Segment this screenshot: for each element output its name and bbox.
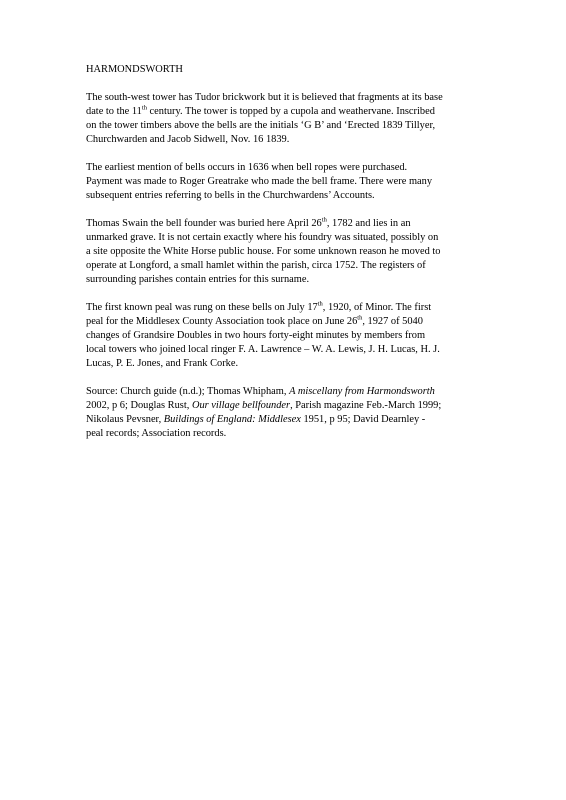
text-line: unmarked grave. It is not certain exactly where his foundry was situated, possibly on xyxy=(86,232,439,243)
citation-title: Our village bellfounder xyxy=(191,400,291,411)
text-line: surrounding parishes contain entries for this surname. xyxy=(86,274,310,285)
ordinal-suffix: th xyxy=(357,314,363,322)
text-line: The earliest mention of bells occurs in 1636 when bell ropes were purchased. xyxy=(86,162,408,173)
ordinal-suffix: th xyxy=(141,104,147,112)
text-line: a site opposite the White Horse public house. For some unknown reason he moved to xyxy=(86,246,441,257)
text-line xyxy=(86,413,486,427)
text-line: changes of Grandsire Doubles in two hours forty-eight minutes by members from xyxy=(86,330,426,341)
text-line xyxy=(86,315,486,329)
text-run: , 1920, of Minor. The first xyxy=(322,302,432,313)
text-line: operate at Longford, a small hamlet within the parish, circa 1752. The registers of xyxy=(86,260,426,271)
text-line: local towers who joined local ringer F. A. Lawrence – W. A. Lewis, J. H. Lucas, H. J. xyxy=(86,344,440,355)
text-run: Nikolaus Pevsner, xyxy=(86,414,164,425)
source-paragraph xyxy=(86,385,486,441)
text-run: The first known peal was rung on these bells on July 17 xyxy=(86,302,318,313)
document-page xyxy=(86,63,486,455)
document-title: HARMONDSWORTH xyxy=(86,64,183,75)
ordinal-suffix: th xyxy=(321,216,327,224)
text-line: The south-west tower has Tudor brickwork but it is believed that fragments at its base xyxy=(86,92,443,103)
text-line xyxy=(86,301,486,315)
text-run: 1951, p 95; David Dearnley - xyxy=(300,414,426,425)
text-line: Lucas, P. E. Jones, and Frank Corke. xyxy=(86,358,239,369)
text-line: Payment was made to Roger Greatrake who made the bell frame. There were many xyxy=(86,176,433,187)
text-run: , 1927 of 5040 xyxy=(362,316,423,327)
text-run: century. The tower is topped by a cupola and weathervane. Inscribed xyxy=(146,106,435,117)
text-line: Churchwarden and Jacob Sidwell, Nov. 16 1839. xyxy=(86,134,290,145)
text-run: , 1782 and lies in an xyxy=(326,218,411,229)
text-line xyxy=(86,399,486,413)
tower-paragraph xyxy=(86,91,486,147)
text-line xyxy=(86,217,486,231)
citation-title: A miscellany from Harmondsworth xyxy=(289,386,435,397)
text-line: peal records; Association records. xyxy=(86,428,227,439)
text-run: , Parish magazine Feb.-March 1999; xyxy=(290,400,442,411)
text-run: Thomas Swain the bell founder was buried here April 26 xyxy=(86,218,322,229)
text-run: peal for the Middlesex County Association took place on June 26 xyxy=(86,316,358,327)
thomas-swain-paragraph xyxy=(86,217,486,287)
earliest-mention-paragraph xyxy=(86,161,486,203)
text-run: 2002, p 6; Douglas Rust, xyxy=(86,400,192,411)
text-line: subsequent entries referring to bells in the Churchwardens’ Accounts. xyxy=(86,190,375,201)
ordinal-suffix: th xyxy=(317,300,323,308)
text-run: date to the 11 xyxy=(86,106,142,117)
first-peal-paragraph xyxy=(86,301,486,371)
text-line: on the tower timbers above the bells are the initials ‘G B’ and ‘Erected 1839 Tillyer, xyxy=(86,120,436,131)
text-line xyxy=(86,105,486,119)
text-run: Source: Church guide (n.d.); Thomas Whipham, xyxy=(86,386,290,397)
citation-title: Buildings of England: Middlesex xyxy=(163,414,301,425)
text-line xyxy=(86,385,486,399)
